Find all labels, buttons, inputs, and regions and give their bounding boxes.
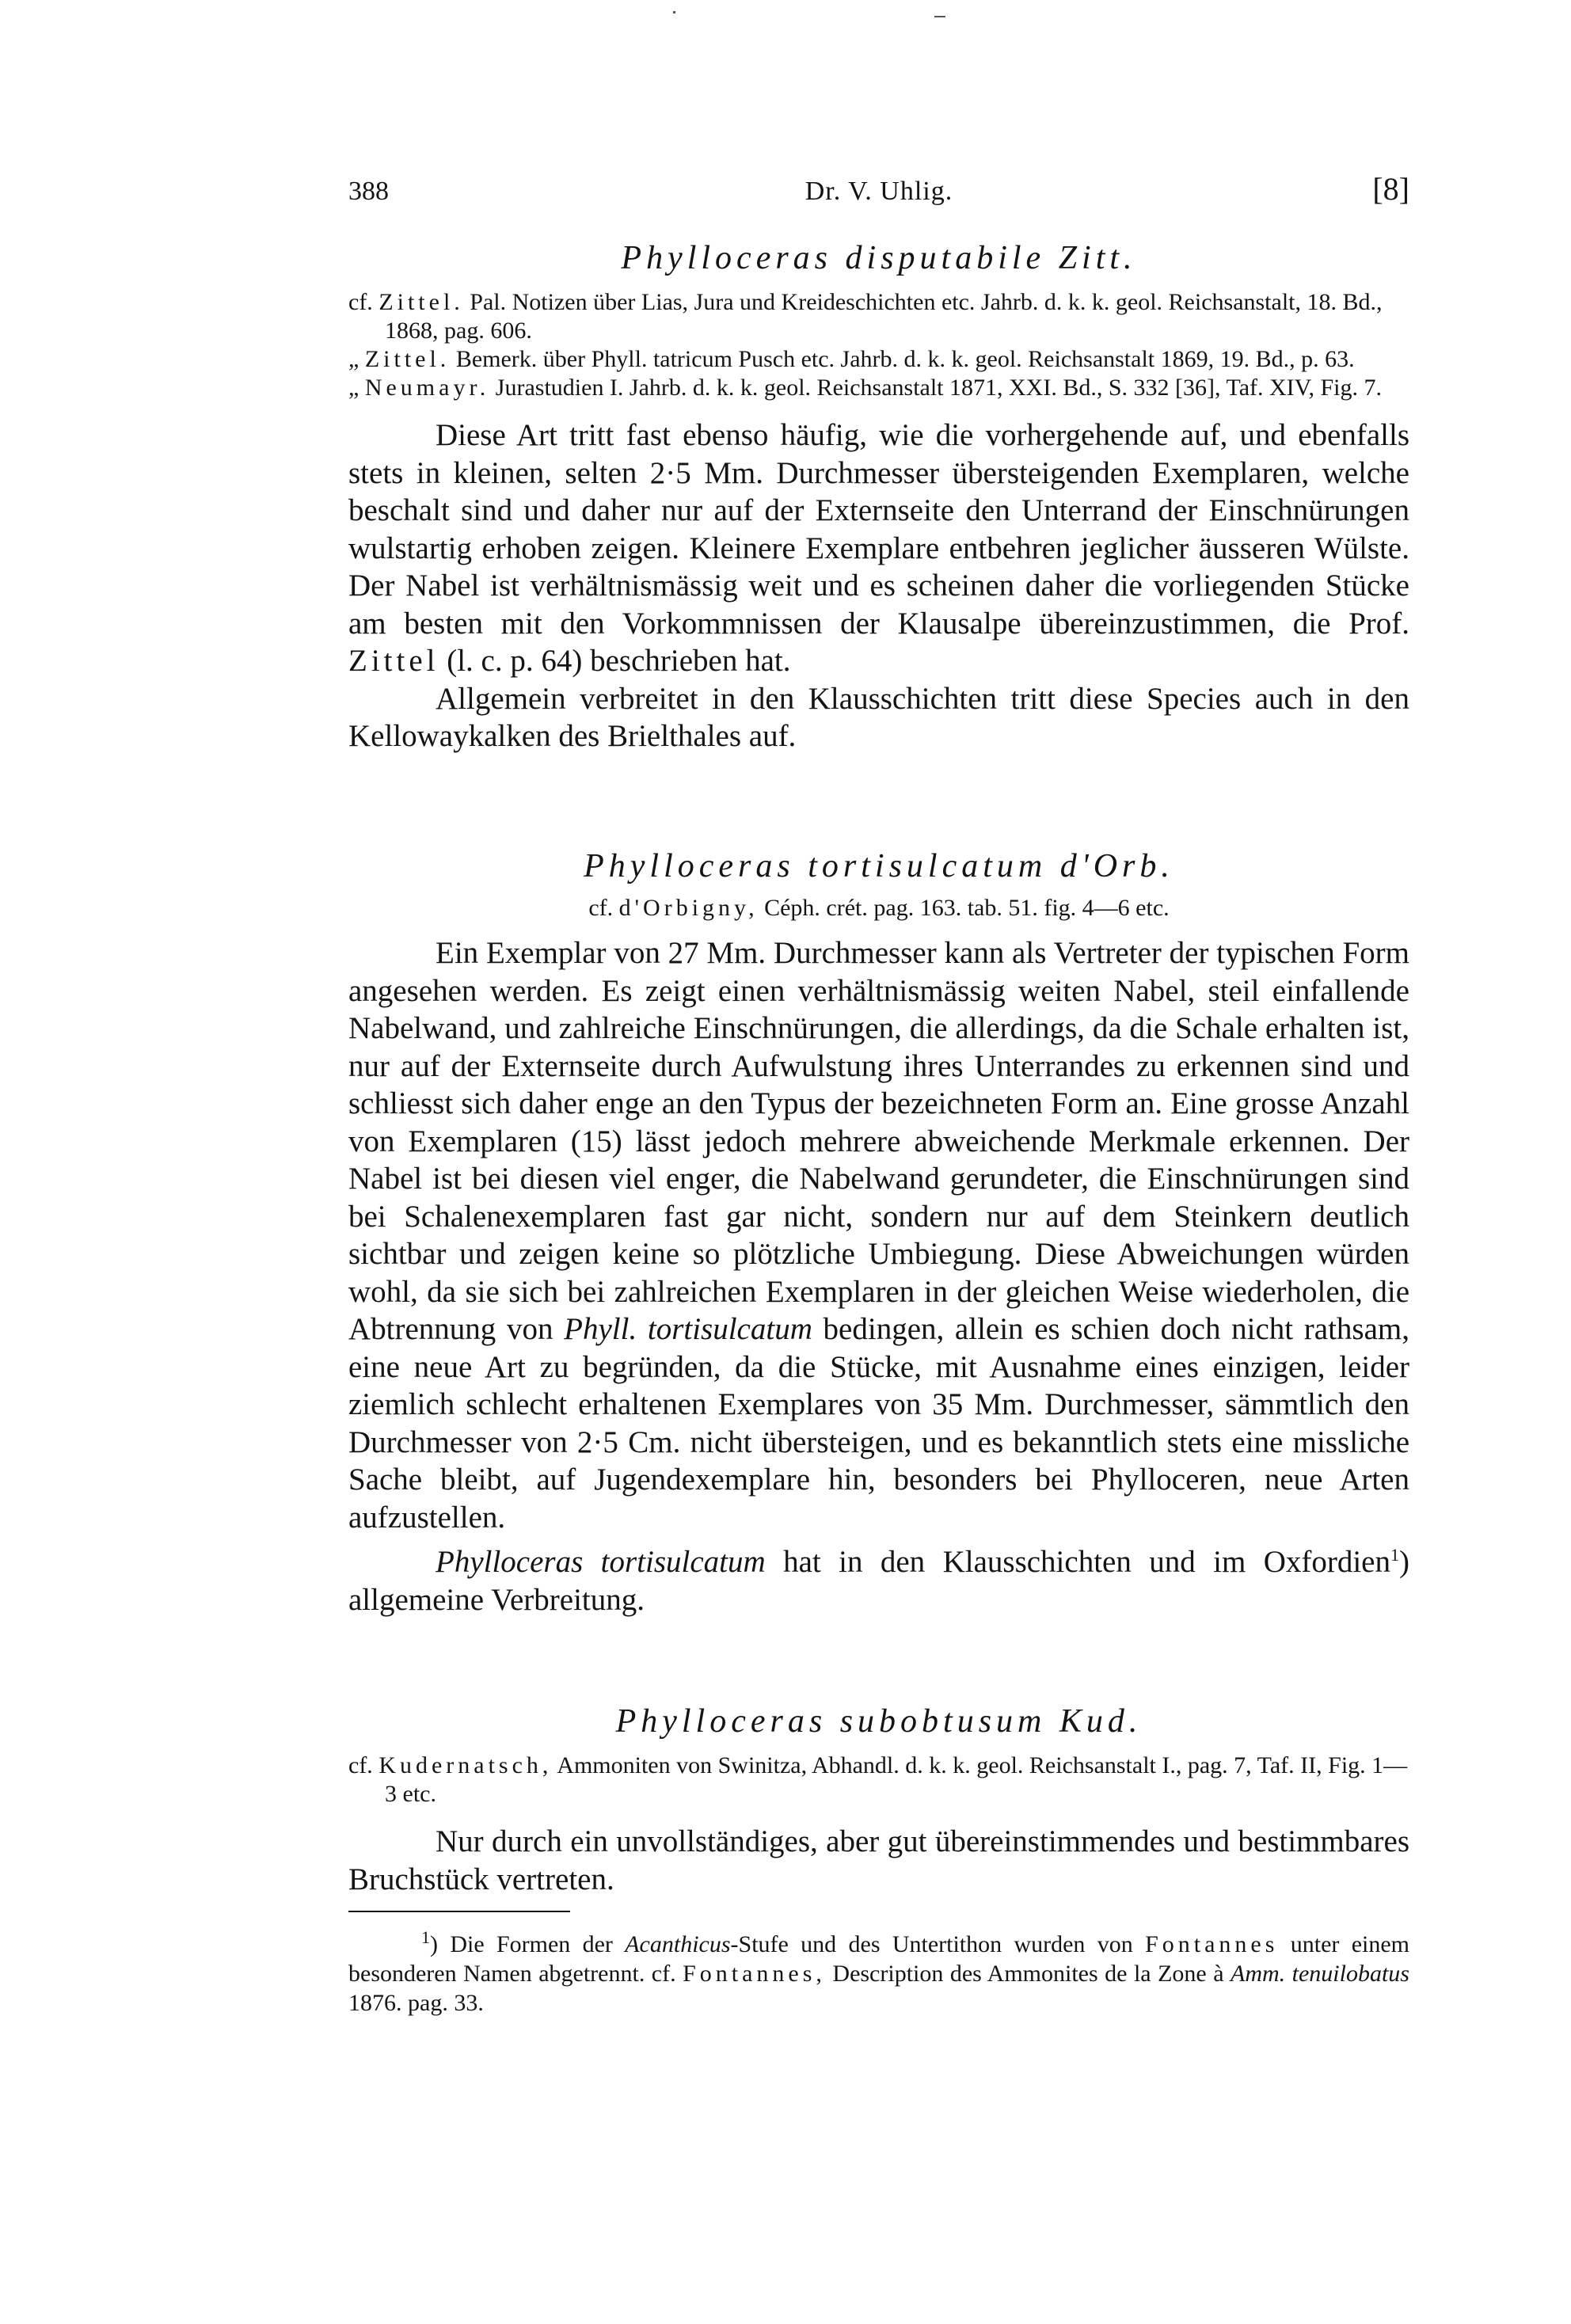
text-run: ) allgemeine Verbreitung. bbox=[348, 1545, 1409, 1617]
ref-text: Jurastudien I. Jahrb. d. k. k. geol. Reichsanstalt 1871, XXI. Bd., S. 332 [36], Taf. XIV, Fig. 7. bbox=[495, 375, 1382, 401]
spaced-name: Fontannes bbox=[1145, 1931, 1279, 1957]
text-run: 1876. pag. 33. bbox=[348, 1990, 484, 2016]
text-run: Diese Art tritt fast ebenso häufig, wie die vorhergehende auf, und ebenfalls stets in kleinen, selten 2·5 Mm. Durchmesser übersteigenden Exemplaren, welche beschalt sind und daher nur auf der Externseite den Unterrand der Einschnürungen wulstartig erhoben zeigen. Kleinere Exemplare entbehren jeglicher äusseren Wülste. Der Nabel ist verhältnismässig weit und es scheinen daher die vorliegenden Stücke am besten mit den Vorkommnissen der Klausalpe übereinzustimmen, die Prof. bbox=[348, 418, 1409, 641]
text-run: Ein Exemplar von 27 Mm. Durchmesser kann als Vertreter der typischen Form angesehen werden. Es zeigt einen verhältnismässig weiten Nabel, steil einfallende Nabelwand, und zahlreiche Einschnürungen, die allerdings, da die Schale erhalten ist, nur auf der Externseite durch Aufwulstung ihres Unterrandes zu erkennen sind und schliesst sich daher enge an den Typus der bezeichneten Form an. Eine grosse Anzahl von Exemplaren (15) lässt jedoch mehrere abweichende Merkmale erkennen. Der Nabel ist bei diesen viel enger, die Nabelwand gerundeter, die Einschnürungen sind bei Schalenexemplaren fast gar nicht, sondern nur auf dem Steinkern deutlich sichtbar und zeigen keine so plötzliche Umbiegung. Diese Abweichungen würden wohl, da sie sich bei zahlreichen Exemplaren in der gleichen Weise wiederholen, die Abtrennung von bbox=[348, 936, 1409, 1346]
ref-prefix: „ bbox=[348, 346, 359, 372]
text-run: Description des Ammonites de la Zone à bbox=[832, 1961, 1224, 1987]
ref-prefix: cf. bbox=[348, 289, 373, 315]
footnote bbox=[348, 1923, 1409, 2018]
body-text bbox=[348, 934, 1409, 1618]
text-run: hat in den Klausschichten und im Oxfordien bbox=[783, 1545, 1390, 1579]
ref-author: d'Orbigny, bbox=[618, 895, 759, 921]
running-header bbox=[348, 170, 1409, 218]
reference-entry bbox=[348, 345, 1409, 374]
paragraph bbox=[348, 416, 1409, 680]
text-run: -Stufe und des Untertithon wurden von bbox=[730, 1931, 1133, 1957]
italic-taxon: Acanthicus bbox=[625, 1931, 731, 1957]
species-title: Phylloceras disputabile Zitt. bbox=[621, 240, 1137, 276]
ref-author: Zittel. bbox=[364, 346, 451, 372]
footnote-rule bbox=[348, 1911, 570, 1912]
reference-entry bbox=[348, 895, 1409, 922]
paragraph: Nur durch ein unvollständiges, aber gut übereinstimmendes und bestimmbares Bruchstück vertreten. bbox=[348, 1824, 1409, 1896]
italic-taxon: Amm. tenuilobatus bbox=[1231, 1961, 1409, 1987]
scan-mark bbox=[934, 16, 945, 17]
ref-author: Neumayr. bbox=[364, 375, 490, 401]
text-run: unter einem besonderen Namen abgetrennt. cf. bbox=[348, 1931, 1409, 1987]
body-text bbox=[348, 416, 1409, 755]
ref-author: Kudernatsch, bbox=[378, 1752, 553, 1778]
section-disputabile bbox=[348, 239, 1409, 755]
ref-text: Céph. crét. pag. 163. tab. 51. fig. 4—6 etc. bbox=[764, 895, 1170, 921]
scan-speck bbox=[673, 11, 675, 13]
italic-taxon: Phyll. tortisulcatum bbox=[564, 1312, 812, 1346]
ref-text: Ammoniten von Swinitza, Abhandl. d. k. k. geol. Reichsanstalt I., pag. 7, Taf. II, Fig. 1—3 etc. bbox=[385, 1752, 1408, 1807]
reference-entry bbox=[348, 1752, 1409, 1809]
ref-text: Bemerk. über Phyll. tatricum Pusch etc. Jahrb. d. k. k. geol. Reichsanstalt 1869, 19. Bd., p. 63. bbox=[455, 346, 1355, 372]
page-number: 388 bbox=[348, 177, 389, 206]
ref-text: Pal. Notizen über Lias, Jura und Kreideschichten etc. Jahrb. d. k. k. geol. Reichsanstalt, 18. Bd., 1868, pag. 606. bbox=[385, 289, 1383, 344]
ref-prefix: cf. bbox=[588, 895, 614, 921]
italic-taxon: Phylloceras tortisulcatum bbox=[436, 1545, 766, 1579]
paragraph bbox=[348, 1536, 1409, 1618]
sheet-number: [8] bbox=[1372, 171, 1409, 207]
running-head-author: Dr. V. Uhlig. bbox=[805, 177, 953, 206]
reference-entry bbox=[348, 288, 1409, 345]
text-run: (l. c. p. 64) beschrieben hat. bbox=[447, 644, 791, 678]
ref-prefix: cf. bbox=[348, 1752, 373, 1778]
footnote-ref[interactable]: 1 bbox=[1390, 1545, 1399, 1565]
species-title: Phylloceras subobtusum Kud. bbox=[615, 1703, 1143, 1740]
footnote-mark: 1 bbox=[421, 1927, 430, 1947]
ref-author: Zittel. bbox=[378, 289, 464, 315]
text-run: bedingen, allein es schien doch nicht rathsam, eine neue Art zu begründen, da die Stücke, mit Ausnahme eines einzigen, leider ziemlich schlecht erhaltenen Exemplares von 35 Mm. Durchmesser, sämmtlich den Durchmesser von 2·5 Cm. nicht übersteigen, und es bekanntlich stets eine missliche Sache bleibt, auf Jugendexemplare hin, besonders bei Phylloceren, neue Arten aufzustellen. bbox=[348, 1312, 1409, 1535]
species-title: Phylloceras tortisulcatum d'Orb. bbox=[584, 848, 1174, 884]
paragraph bbox=[348, 934, 1409, 1536]
ref-prefix: „ bbox=[348, 375, 359, 401]
text-run: ) Die Formen der bbox=[430, 1931, 613, 1957]
section-subobtusum bbox=[348, 1702, 1409, 1898]
section-tortisulcatum bbox=[348, 847, 1409, 1618]
reference-entry bbox=[348, 374, 1409, 402]
paragraph: Allgemein verbreitet in den Klausschichten tritt diese Species auch in den Kellowaykalken des Brielthales auf. bbox=[348, 681, 1409, 753]
spaced-name: Zittel bbox=[348, 644, 439, 678]
reference-list bbox=[348, 288, 1409, 402]
spaced-name: Fontannes, bbox=[683, 1961, 826, 1987]
